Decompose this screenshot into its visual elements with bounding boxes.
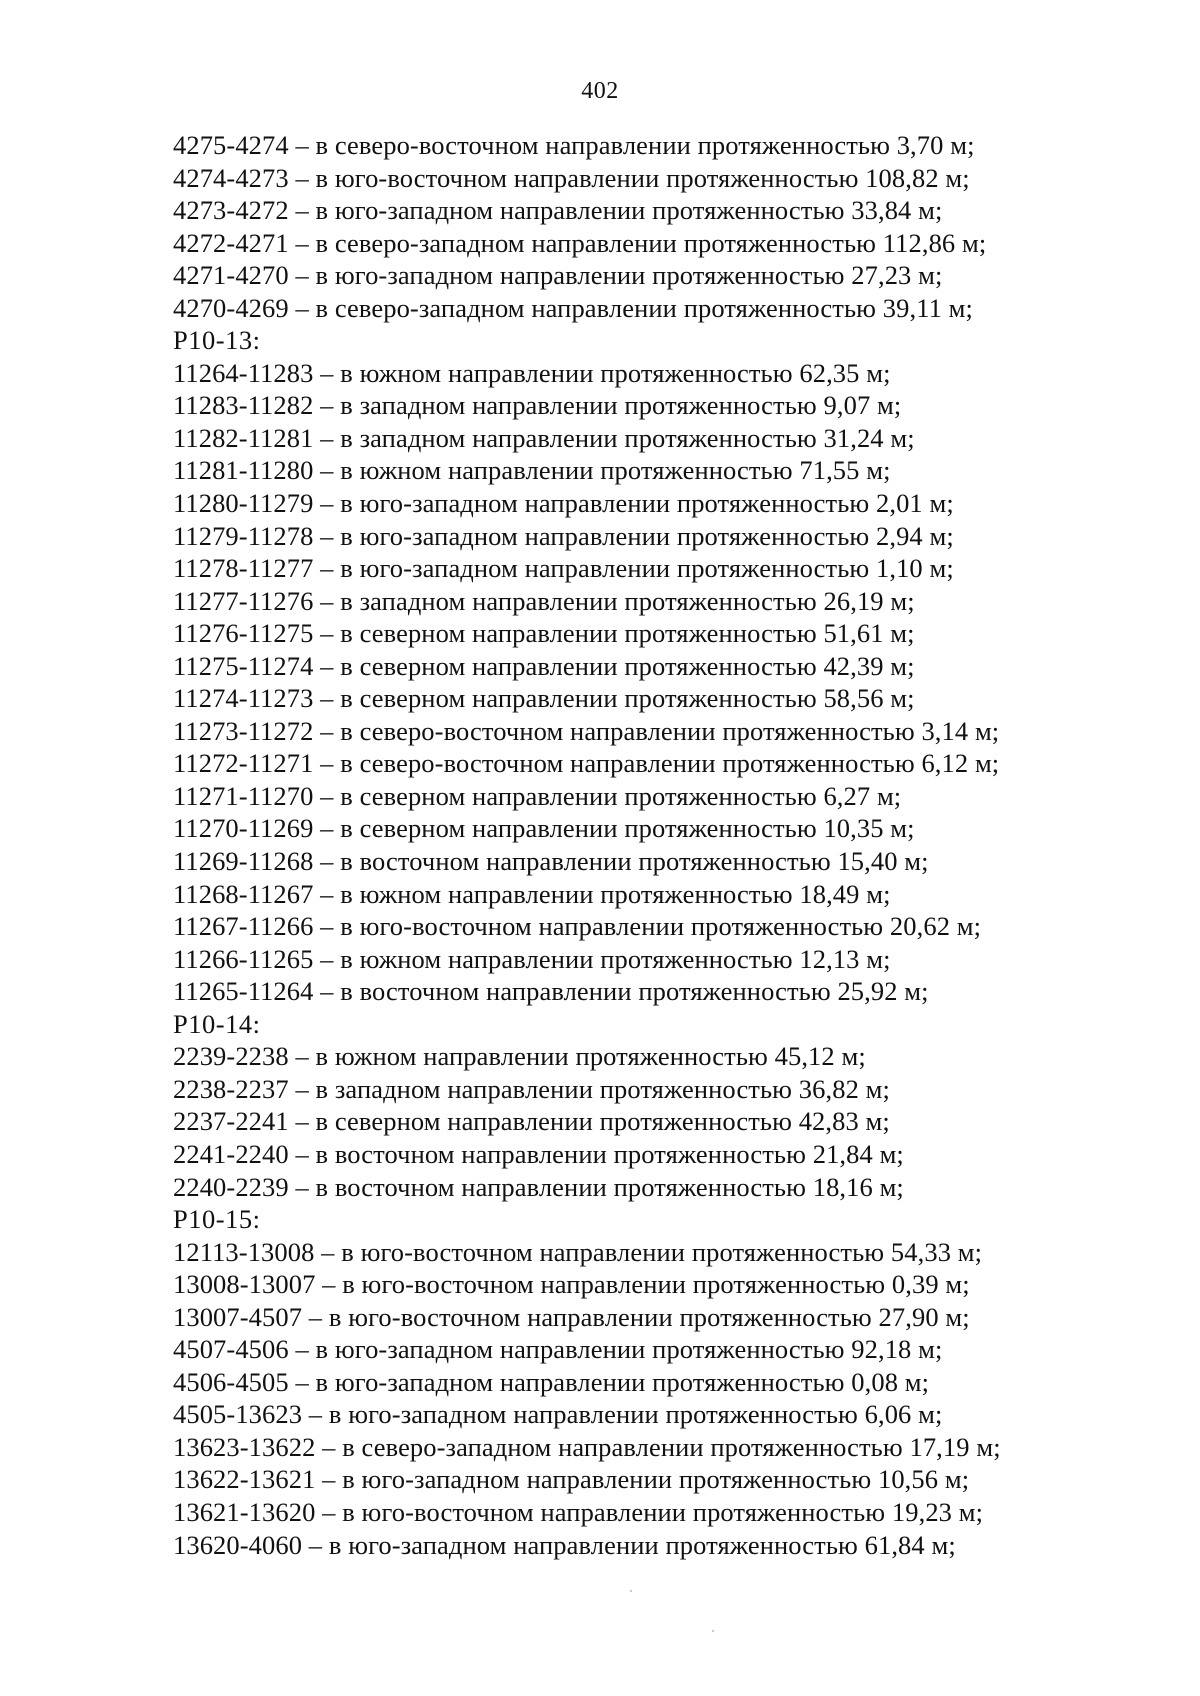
boundary-segment-line: 4274-4273 – в юго-восточном направлении протяженностью 108,82 м; <box>173 162 970 193</box>
boundary-segment-line: 4506-4505 – в юго-западном направлении протяженностью 0,08 м; <box>173 1366 930 1397</box>
boundary-segment-line: 11282-11281 – в западном направлении протяженностью 31,24 м; <box>173 422 915 453</box>
boundary-segment-line: 13008-13007 – в юго-восточном направлении протяженностью 0,39 м; <box>173 1269 970 1300</box>
scan-speck <box>712 1630 714 1632</box>
boundary-segment-line: 11274-11273 – в северном направлении протяженностью 58,56 м; <box>173 683 915 714</box>
boundary-segment-line: 13622-13621 – в юго-западном направлении протяженностью 10,56 м; <box>173 1464 970 1495</box>
section-header: Р10-13: <box>173 325 261 356</box>
boundary-segment-line: 13621-13620 – в юго-восточном направлении протяженностью 19,23 м; <box>173 1496 984 1527</box>
boundary-segment-line: 11275-11274 – в северном направлении протяженностью 42,39 м; <box>173 650 915 681</box>
boundary-segment-line: 2240-2239 – в восточном направлении протяженностью 18,16 м; <box>173 1171 904 1202</box>
boundary-segment-line: 11281-11280 – в южном направлении протяженностью 71,55 м; <box>173 455 891 486</box>
boundary-segment-line: 11280-11279 – в юго-западном направлении протяженностью 2,01 м; <box>173 488 954 519</box>
section-header: Р10-15: <box>173 1204 261 1235</box>
boundary-segment-line: 11267-11266 – в юго-восточном направлении протяженностью 20,62 м; <box>173 911 982 942</box>
boundary-segment-line: 11278-11277 – в юго-западном направлении протяженностью 1,10 м; <box>173 553 954 584</box>
boundary-segment-line: 4273-4272 – в юго-западном направлении протяженностью 33,84 м; <box>173 195 943 226</box>
boundary-segment-line: 11283-11282 – в западном направлении протяженностью 9,07 м; <box>173 390 902 421</box>
boundary-segment-line: 4505-13623 – в юго-западном направлении протяженностью 6,06 м; <box>173 1399 943 1430</box>
document-body <box>173 129 1133 1561</box>
boundary-segment-line: 13620-4060 – в юго-западном направлении протяженностью 61,84 м; <box>173 1529 956 1560</box>
boundary-segment-line: 4275-4274 – в северо-восточном направлении протяженностью 3,70 м; <box>173 130 975 160</box>
boundary-segment-line: 4272-4271 – в северо-западном направлении протяженностью 112,86 м; <box>173 227 987 258</box>
boundary-segment-line: 11279-11278 – в юго-западном направлении протяженностью 2,94 м; <box>173 520 954 551</box>
boundary-segment-line: 11269-11268 – в восточном направлении протяженностью 15,40 м; <box>173 846 929 877</box>
page-number: 402 <box>581 78 619 104</box>
boundary-segment-line: 2238-2237 – в западном направлении протяженностью 36,82 м; <box>173 1073 890 1104</box>
boundary-segment-line: 4507-4506 – в юго-западном направлении протяженностью 92,18 м; <box>173 1334 943 1365</box>
boundary-segment-line: 11270-11269 – в северном направлении протяженностью 10,35 м; <box>173 813 915 844</box>
boundary-segment-line: 11264-11283 – в южном направлении протяженностью 62,35 м; <box>173 357 891 388</box>
boundary-segment-line: 2239-2238 – в южном направлении протяженностью 45,12 м; <box>173 1041 866 1072</box>
boundary-segment-line: 2237-2241 – в северном направлении протяженностью 42,83 м; <box>173 1106 890 1137</box>
boundary-segment-line: 11273-11272 – в северо-восточном направлении протяженностью 3,14 м; <box>173 715 1000 746</box>
boundary-segment-line: 4271-4270 – в юго-западном направлении протяженностью 27,23 м; <box>173 260 943 291</box>
boundary-segment-line: 13623-13622 – в северо-западном направлении протяженностью 17,19 м; <box>173 1431 1001 1462</box>
boundary-segment-line: 11276-11275 – в северном направлении протяженностью 51,61 м; <box>173 618 915 649</box>
boundary-segment-line: 11265-11264 – в восточном направлении протяженностью 25,92 м; <box>173 976 929 1007</box>
boundary-segment-line: 2241-2240 – в восточном направлении протяженностью 21,84 м; <box>173 1138 904 1169</box>
boundary-segment-line: 4270-4269 – в северо-западном направлении протяженностью 39,11 м; <box>173 292 973 323</box>
scan-speck <box>630 1590 632 1592</box>
section-header: Р10-14: <box>173 1008 261 1039</box>
boundary-segment-line: 11268-11267 – в южном направлении протяженностью 18,49 м; <box>173 878 891 909</box>
boundary-segment-line: 13007-4507 – в юго-восточном направлении протяженностью 27,90 м; <box>173 1301 970 1332</box>
boundary-segment-line: 11277-11276 – в западном направлении протяженностью 26,19 м; <box>173 585 915 616</box>
boundary-segment-line: 11271-11270 – в северном направлении протяженностью 6,27 м; <box>173 780 902 811</box>
boundary-segment-line: 11266-11265 – в южном направлении протяженностью 12,13 м; <box>173 943 891 974</box>
boundary-segment-line: 12113-13008 – в юго-восточном направлении протяженностью 54,33 м; <box>173 1236 983 1267</box>
boundary-segment-line: 11272-11271 – в северо-восточном направлении протяженностью 6,12 м; <box>173 748 1000 779</box>
